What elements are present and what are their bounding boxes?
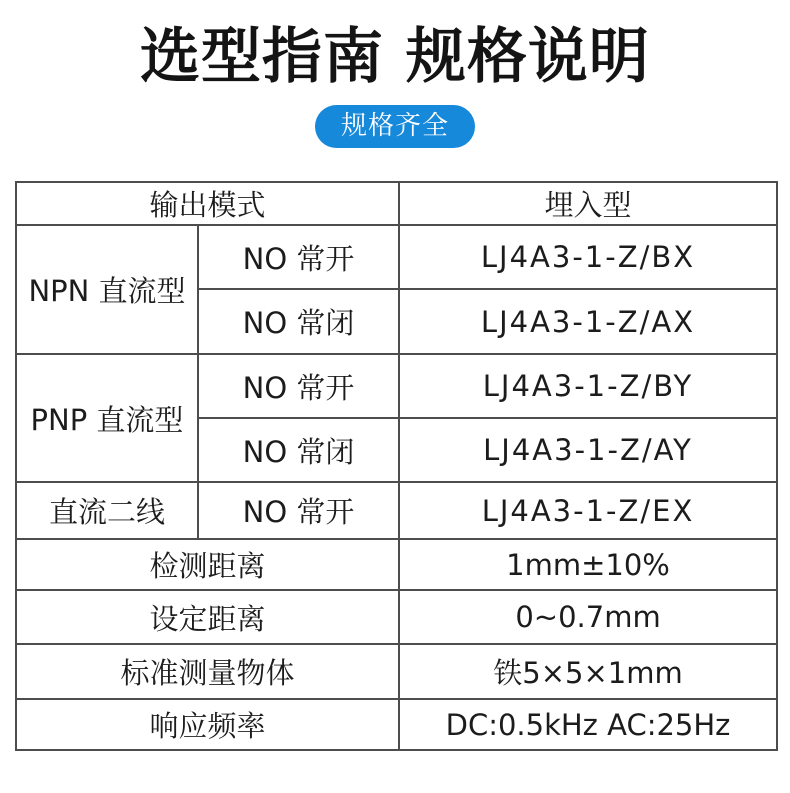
table-row-standard-object <box>16 644 777 699</box>
cell-dc-two-wire-no-open: NO 常开 <box>198 482 399 539</box>
cell-pnp-label: PNP 直流型 <box>16 354 198 482</box>
table-row-dc-two-wire <box>16 482 777 539</box>
cell-npn-label: NPN 直流型 <box>16 225 198 354</box>
header-embedded-type: 埋入型 <box>399 182 777 225</box>
spec-table <box>15 181 778 751</box>
cell-pnp-no-closed: NO 常闭 <box>198 418 399 482</box>
cell-pnp-no-closed-model: LJ4A3-1-Z/AY <box>399 418 777 482</box>
cell-standard-object-value: 铁5×5×1mm <box>399 644 777 699</box>
cell-detect-distance-value: 1mm±10% <box>399 539 777 590</box>
table-row-pnp-open <box>16 354 777 418</box>
table-row-detect-distance <box>16 539 777 590</box>
cell-dc-two-wire-model: LJ4A3-1-Z/EX <box>399 482 777 539</box>
cell-pnp-no-open-model: LJ4A3-1-Z/BY <box>399 354 777 418</box>
cell-npn-no-closed-model: LJ4A3-1-Z/AX <box>399 289 777 354</box>
table-row-set-distance <box>16 590 777 644</box>
header-output-mode: 输出模式 <box>16 182 399 225</box>
cell-standard-object-label: 标准测量物体 <box>16 644 399 699</box>
cell-set-distance-label: 设定距离 <box>16 590 399 644</box>
cell-set-distance-value: 0~0.7mm <box>399 590 777 644</box>
cell-dc-two-wire-label: 直流二线 <box>16 482 198 539</box>
cell-response-frequency-value: DC:0.5kHz AC:25Hz <box>399 699 777 750</box>
cell-response-frequency-label: 响应频率 <box>16 699 399 750</box>
table-row-npn-open <box>16 225 777 289</box>
table-header-row <box>16 182 777 225</box>
cell-pnp-no-open: NO 常开 <box>198 354 399 418</box>
cell-detect-distance-label: 检测距离 <box>16 539 399 590</box>
spec-complete-badge: 规格齐全 <box>315 105 475 148</box>
badge-row <box>0 105 790 148</box>
cell-npn-no-open-model: LJ4A3-1-Z/BX <box>399 225 777 289</box>
cell-npn-no-closed: NO 常闭 <box>198 289 399 354</box>
cell-npn-no-open: NO 常开 <box>198 225 399 289</box>
table-row-response-frequency <box>16 699 777 750</box>
page-title: 选型指南 规格说明 <box>140 22 650 92</box>
